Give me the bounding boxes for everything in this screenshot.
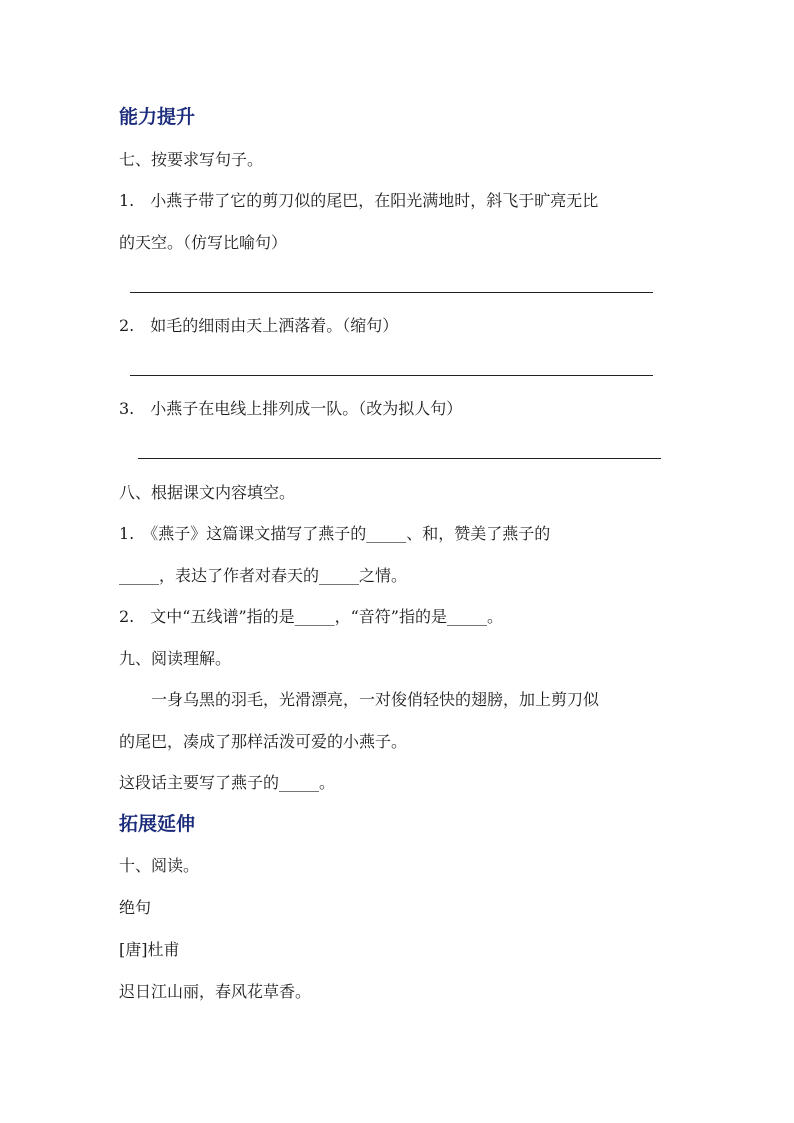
question-7-item-1-line-2: 的天空。（仿写比喻句） (119, 233, 288, 252)
question-7-item-3: 3. 小燕子在电线上排列成一队。（改为拟人句） (119, 399, 463, 418)
question-8-title: 八、根据课文内容填空。 (119, 483, 296, 502)
question-9-title: 九、阅读理解。 (119, 649, 232, 668)
question-8-item-1-line-2: _____，表达了作者对春天的_____之情。 (119, 566, 408, 585)
section-heading-ability: 能力提升 (119, 106, 196, 128)
question-9-passage-line-2: 的尾巴，凑成了那样活泼可爱的小燕子。 (119, 732, 408, 751)
answer-line-3[interactable] (138, 458, 661, 459)
question-10-title: 十、阅读。 (119, 856, 200, 875)
question-8-item-2: 2. 文中“五线谱”指的是_____，“音符”指的是_____。 (119, 607, 503, 626)
section-heading-extend: 拓展延伸 (119, 813, 196, 835)
question-7-item-1-line-1: 1. 小燕子带了它的剪刀似的尾巴，在阳光满地时，斜飞于旷亮无比 (119, 191, 599, 210)
question-8-item-1-line-1: 1. 《燕子》这篇课文描写了燕子的_____、和，赞美了燕子的 (119, 524, 551, 543)
question-9-question: 这段话主要写了燕子的_____。 (119, 773, 336, 792)
poem-author: [唐]杜甫 (119, 940, 180, 959)
answer-line-2[interactable] (130, 375, 653, 376)
answer-line-1[interactable] (130, 292, 653, 293)
question-7-title: 七、按要求写句子。 (119, 150, 264, 169)
poem-title: 绝句 (119, 898, 152, 917)
question-9-passage-line-1: 一身乌黑的羽毛，光滑漂亮，一对俊俏轻快的翅膀，加上剪刀似 (119, 690, 600, 709)
question-7-item-2: 2. 如毛的细雨由天上洒落着。（缩句） (119, 316, 399, 335)
poem-line-1: 迟日江山丽，春风花草香。 (119, 982, 312, 1001)
